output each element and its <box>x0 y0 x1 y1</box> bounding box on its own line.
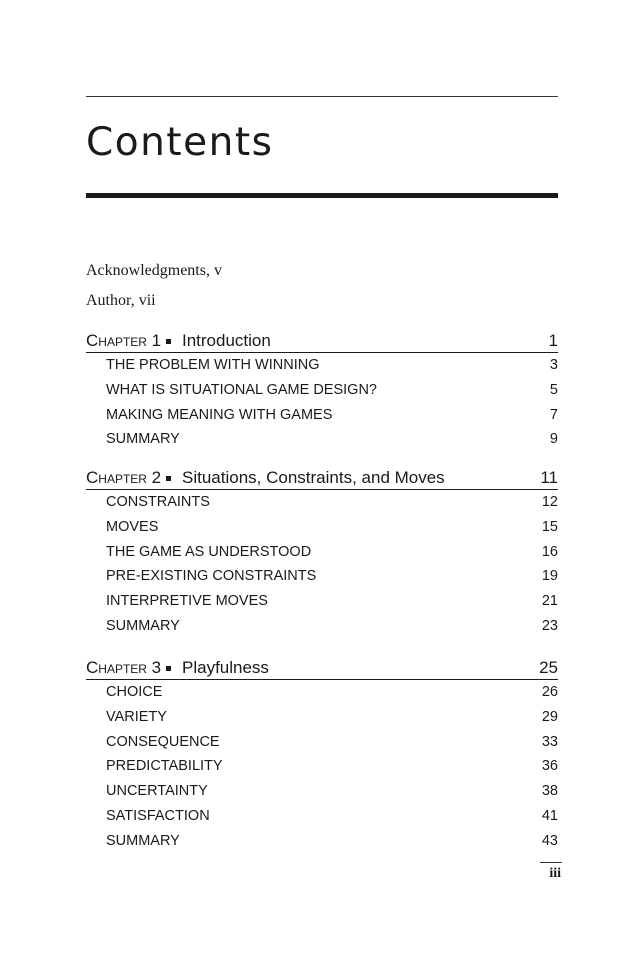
folio-rule <box>540 862 562 863</box>
front-matter-acknowledgments[interactable]: Acknowledgments, v <box>86 262 222 279</box>
entry-title: CHOICE <box>106 684 163 700</box>
toc-entry[interactable] <box>86 540 558 565</box>
entry-page-number: 29 <box>541 708 558 725</box>
entry-title: THE PROBLEM WITH WINNING <box>106 357 320 373</box>
entry-page-number: 43 <box>541 832 558 849</box>
chapter-page-number: 11 <box>540 468 558 487</box>
entry-title: THE GAME AS UNDERSTOOD <box>106 543 312 560</box>
entry-title: VARIETY <box>106 708 167 725</box>
toc-entry[interactable] <box>86 680 558 705</box>
entry-page-number: 3 <box>549 357 558 373</box>
chapter-3-section <box>86 657 558 854</box>
square-bullet-icon <box>166 476 171 481</box>
entry-page-number: 38 <box>541 783 558 800</box>
toc-entry[interactable] <box>86 779 558 804</box>
chapter-page-number: 1 <box>548 331 558 350</box>
toc-entry[interactable] <box>86 564 558 589</box>
entry-page-number: 36 <box>541 758 558 775</box>
toc-entry[interactable] <box>86 515 558 540</box>
entry-page-number: 23 <box>541 617 558 634</box>
entry-page-number: 41 <box>541 807 558 824</box>
toc-entry[interactable] <box>86 490 558 515</box>
top-rule <box>86 96 558 97</box>
entry-page-number: 7 <box>549 406 558 423</box>
entry-title: PREDICTABILITY <box>106 758 223 775</box>
entry-page-number: 15 <box>541 518 558 535</box>
entry-title: WHAT IS SITUATIONAL GAME DESIGN? <box>106 381 377 398</box>
chapter-title: Introduction <box>182 331 271 350</box>
chapter-title: Playfulness <box>182 658 269 677</box>
entry-title: SUMMARY <box>106 431 180 448</box>
chapter-label: Chapter 3 <box>86 658 162 677</box>
toc-entry[interactable] <box>86 804 558 829</box>
chapter-1-section <box>86 330 558 452</box>
chapter-label: Chapter 2 <box>86 468 162 487</box>
toc-entry[interactable] <box>86 427 558 452</box>
page-folio: iii <box>549 866 561 881</box>
front-matter-author[interactable]: Author, vii <box>86 292 156 309</box>
toc-entry[interactable] <box>86 589 558 614</box>
toc-entry[interactable] <box>86 754 558 779</box>
entry-page-number: 26 <box>541 684 558 700</box>
entry-page-number: 19 <box>541 568 558 585</box>
square-bullet-icon <box>166 339 171 344</box>
square-bullet-icon <box>166 666 171 671</box>
toc-entry[interactable] <box>86 403 558 428</box>
chapter-title: Situations, Constraints, and Moves <box>182 468 445 487</box>
title-underline <box>86 193 558 198</box>
entry-page-number: 9 <box>549 431 558 448</box>
chapter-heading[interactable] <box>86 330 558 353</box>
entry-title: SATISFACTION <box>106 807 210 824</box>
entry-title: MAKING MEANING WITH GAMES <box>106 406 333 423</box>
entry-title: INTERPRETIVE MOVES <box>106 593 268 610</box>
entry-title: PRE-EXISTING CONSTRAINTS <box>106 568 317 585</box>
entry-title: UNCERTAINTY <box>106 783 208 800</box>
entry-page-number: 16 <box>541 543 558 560</box>
entry-title: MOVES <box>106 518 159 535</box>
entry-page-number: 33 <box>541 733 558 750</box>
toc-entry[interactable] <box>86 614 558 639</box>
entry-title: SUMMARY <box>106 617 180 634</box>
chapter-label: Chapter 1 <box>86 331 162 350</box>
entry-page-number: 12 <box>541 494 558 510</box>
entry-page-number: 21 <box>541 593 558 610</box>
entry-page-number: 5 <box>549 381 558 398</box>
chapter-2-section <box>86 467 558 639</box>
entry-title: CONSEQUENCE <box>106 733 220 750</box>
chapter-heading[interactable] <box>86 467 558 490</box>
toc-entry[interactable] <box>86 353 558 378</box>
toc-entry[interactable] <box>86 829 558 854</box>
chapter-heading[interactable] <box>86 657 558 680</box>
toc-entry[interactable] <box>86 730 558 755</box>
chapter-page-number: 25 <box>539 658 558 677</box>
toc-entry[interactable] <box>86 705 558 730</box>
entry-title: SUMMARY <box>106 832 180 849</box>
toc-entry[interactable] <box>86 378 558 403</box>
page-title: Contents <box>86 120 274 165</box>
entry-title: CONSTRAINTS <box>106 494 210 510</box>
